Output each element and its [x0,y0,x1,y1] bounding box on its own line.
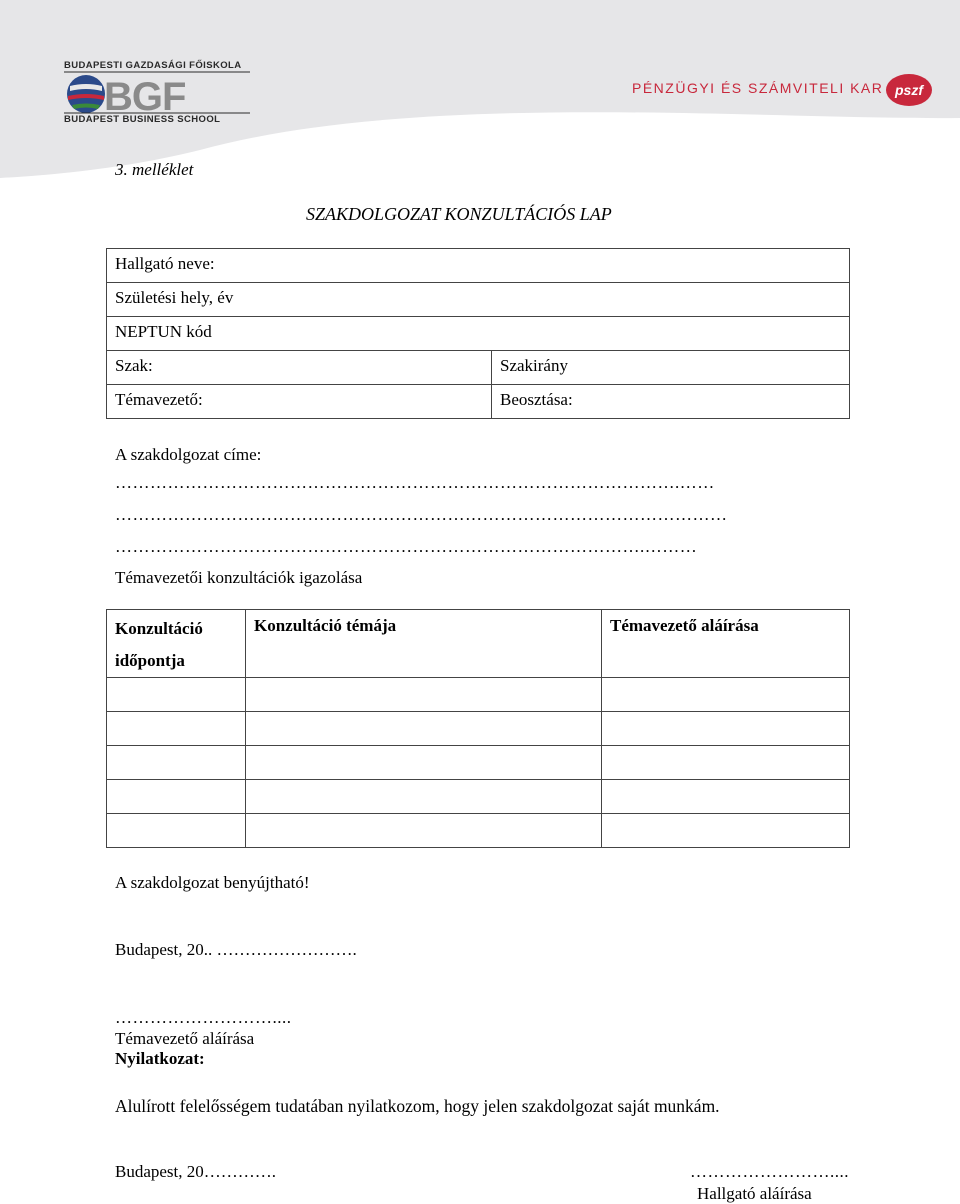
topic-cell[interactable] [246,678,602,712]
logo-top-text: BUDAPESTI GAZDASÁGI FŐISKOLA [64,60,242,71]
student-signature-dots: …………………….... [690,1162,849,1181]
consultation-table [106,609,850,848]
signature-cell[interactable] [602,712,850,746]
logo-bottom-text: BUDAPEST BUSINESS SCHOOL [64,114,221,124]
table-row [107,746,850,780]
topic-cell[interactable] [246,712,602,746]
signature-cell[interactable] [602,678,850,712]
major-label: Szak: [107,351,492,385]
topic-cell[interactable] [246,814,602,848]
advisor-signature-dots: ……………………….... [115,1008,292,1027]
submittable-text: A szakdolgozat benyújtható! [115,873,310,892]
thesis-title-label: A szakdolgozat címe: [115,445,262,464]
date-cell[interactable] [107,678,246,712]
advisor-label: Témavezető: [107,385,492,419]
student-name-label: Hallgató neve: [107,249,850,283]
pszf-mark: pszf [895,82,923,98]
place-date-2: Budapest, 20…………. [115,1162,277,1181]
signature-cell[interactable] [602,780,850,814]
specialization-label: Szakirány [492,351,850,385]
table-row [107,712,850,746]
dot-line-1: …………………………………………………………………………………….…… [115,473,715,492]
date-cell[interactable] [107,780,246,814]
logo-mark: BGF [104,75,186,119]
faculty-name: PÉNZÜGYI ÉS SZÁMVITELI KAR [632,80,884,96]
col-header-date [107,610,246,678]
date-cell[interactable] [107,814,246,848]
col-header-date-line2: időpontja [115,651,185,670]
neptun-label: NEPTUN kód [107,317,850,351]
place-date-1: Budapest, 20.. ……………………. [115,940,357,959]
pszf-logo [885,72,935,113]
date-cell[interactable] [107,712,246,746]
topic-cell[interactable] [246,780,602,814]
birth-label: Születési hely, év [107,283,850,317]
signature-cell[interactable] [602,814,850,848]
col-header-topic: Konzultáció témája [246,610,602,678]
dot-line-2: …………………………………………………………………………………………… [115,505,728,524]
student-signature-label: Hallgató aláírása [697,1184,812,1203]
signature-cell[interactable] [602,746,850,780]
form-title: SZAKDOLGOZAT KONZULTÁCIÓS LAP [306,204,612,224]
declaration-heading: Nyilatkozat: [115,1049,205,1068]
student-info-table [106,248,850,419]
table-row [107,780,850,814]
dot-line-3: ……………………………………………………………………………….……… [115,537,698,556]
bgf-logo [62,58,254,129]
topic-cell[interactable] [246,746,602,780]
date-cell[interactable] [107,746,246,780]
consultation-heading: Témavezetői konzultációk igazolása [115,568,363,587]
advisor-signature-label: Témavezető aláírása [115,1029,255,1048]
col-header-date-line1: Konzultáció [115,619,203,638]
table-row [107,814,850,848]
col-header-signature: Témavezető aláírása [602,610,850,678]
position-label: Beosztása: [492,385,850,419]
declaration-text: Alulírott felelősségem tudatában nyilatkozom, hogy jelen szakdolgozat saját munkám. [115,1096,720,1116]
annex-label: 3. melléklet [115,160,194,179]
table-row [107,678,850,712]
